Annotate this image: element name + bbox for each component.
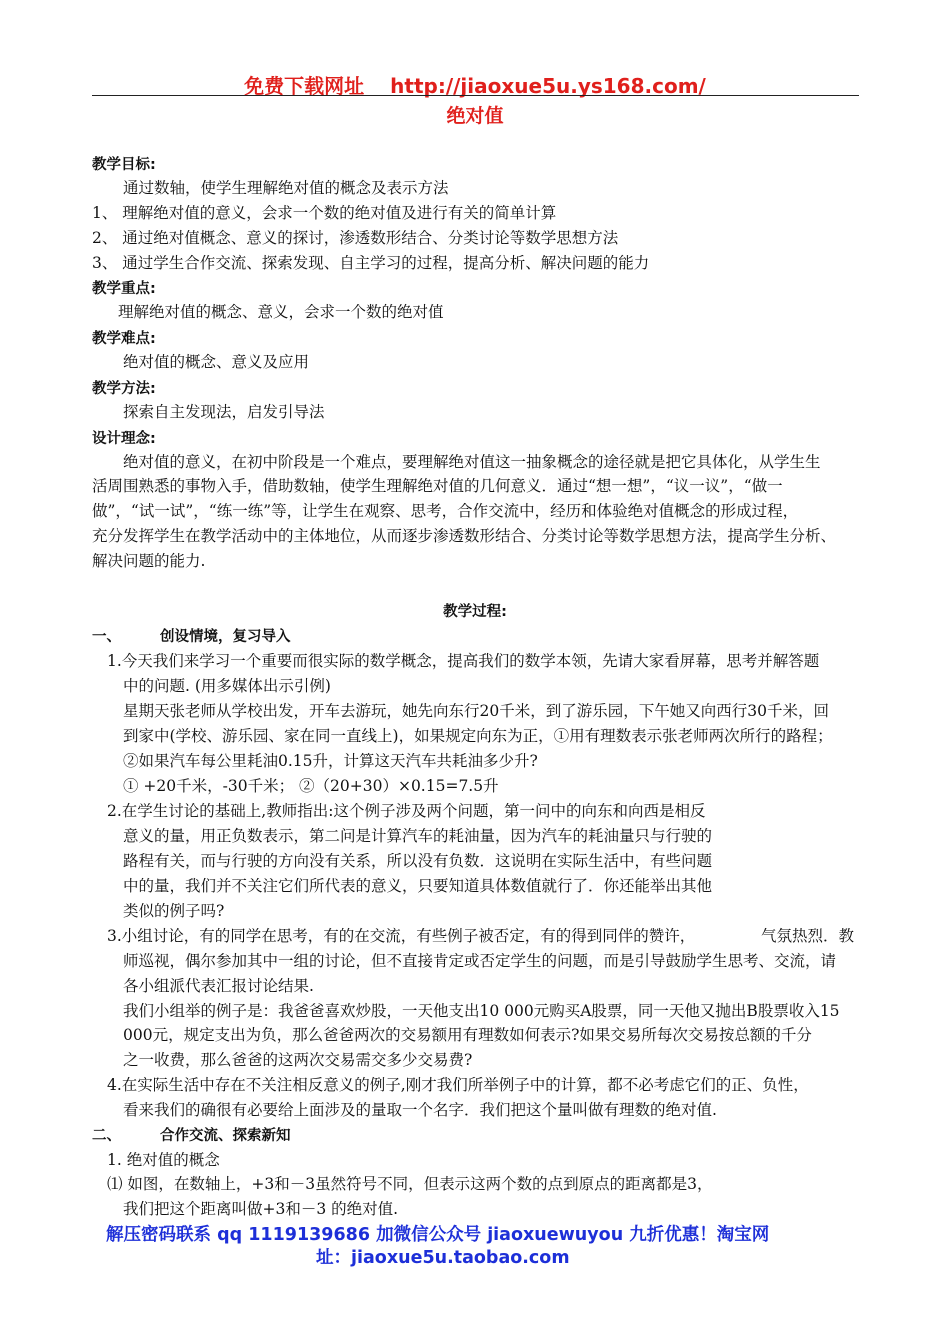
process-line: 1. 绝对值的概念 (107, 1151, 220, 1169)
process-line: 星期天张老师从学校出发，开车去游玩，她先向东行20千米，到了游乐园，下午她又向西行30千米，回 (123, 702, 829, 720)
process-line: 看来我们的确很有必要给上面涉及的量取一个名字．我们把这个量叫做有理数的绝对值. (123, 1101, 717, 1119)
footer-url-line[interactable]: 址：jiaoxue5u.taobao.com (316, 1248, 570, 1268)
idea-line: 解决问题的能力. (92, 552, 206, 570)
process-line: 师巡视，偶尔参加其中一组的讨论，但不直接肯定或否定学生的问题，而是引导鼓励学生思考、交流，请 (123, 952, 837, 970)
idea-heading: 设计理念: (92, 431, 156, 447)
footer-line: 解压密码联系 qq 1119139686 加微信公众号 jiaoxuewuyou 九折优惠！淘宝网 (106, 1225, 770, 1245)
idea-line: 做”，“试一试”，“练一练”等，让学生在观察、思考，合作交流中，经历和体验绝对值概念的形成过程， (92, 502, 799, 520)
process-line: 意义的量，用正负数表示，第二问是计算汽车的耗油量，因为汽车的耗油量只与行驶的 (123, 827, 713, 845)
site-url-link[interactable]: http://jiaoxue5u.ys168.com/ (390, 74, 706, 98)
goal-line: 3、 通过学生合作交流、探索发现、自主学习的过程，提高分析、解决问题的能力 (92, 254, 650, 272)
process-line: 之一收费，那么爸爸的这两次交易需交多少交易费? (123, 1051, 473, 1069)
goal-line: 2、 通过绝对值概念、意义的探讨，渗透数形结合、分类讨论等数学思想方法 (92, 229, 619, 247)
goal-line: 通过数轴，使学生理解绝对值的概念及表示方法 (123, 179, 449, 197)
idea-line: 活周围熟悉的事物入手，借助数轴，使学生理解绝对值的几何意义．通过“想一想”，“议一议”，“做一 (92, 477, 783, 495)
part1-number: 一、 (92, 629, 121, 645)
difficulty-text: 绝对值的概念、意义及应用 (123, 353, 310, 371)
method-heading: 教学方法: (92, 381, 156, 397)
process-line: 000元，规定支出为负，那么爸爸两次的交易额用有理数如何表示?如果交易所每次交易按总额的千分 (123, 1026, 812, 1044)
doc-title: 绝对值 (446, 105, 504, 127)
goal-line: 1、 理解绝对值的意义，会求一个数的绝对值及进行有关的简单计算 (92, 204, 557, 222)
process-line: 类似的例子吗? (123, 902, 225, 920)
process-line: 中的量，我们并不关注它们所代表的意义，只要知道具体数值就行了．你还能举出其他 (123, 877, 713, 895)
free-download-label: 免费下载网址 (244, 74, 365, 98)
process-line: 我们小组举的例子是：我爸爸喜欢炒股，一天他支出10 000元购买A股票，同一天他又抛出B股票收入15 (123, 1002, 840, 1020)
process-line: 到家中(学校、游乐园、家在同一直线上)，如果规定向东为正，①用有理数表示张老师两次所行的路程； (123, 727, 833, 745)
process-heading: 教学过程: (443, 604, 507, 620)
process-line: 1.今天我们来学习一个重要而很实际的数学概念，提高我们的数学本领，先请大家看屏幕，思考并解答题 (107, 652, 820, 670)
process-line: ⑴ 如图，在数轴上，+3和－3虽然符号不同，但表示这两个数的点到原点的距离都是3， (107, 1175, 713, 1193)
process-line: 4.在实际生活中存在不关注相反意义的例子,刚才我们所举例子中的计算，都不必考虑它们的正、负性， (107, 1076, 809, 1094)
goals-heading: 教学目标: (92, 157, 156, 173)
idea-line: 充分发挥学生在教学活动中的主体地位，从而逐步渗透数形结合、分类讨论等数学思想方法，提高学生分析、 (92, 527, 837, 545)
process-line: 各小组派代表汇报讨论结果. (123, 977, 314, 995)
process-line: ① +20千米，-30千米； ②（20+30）×0.15=7.5升 (123, 777, 499, 795)
part2-number: 二、 (92, 1128, 121, 1144)
process-line: 2.在学生讨论的基础上,教师指出:这个例子涉及两个问题，第一问中的向东和向西是相反 (107, 802, 706, 820)
key-text: 理解绝对值的概念、意义，会求一个数的绝对值 (118, 303, 444, 321)
method-text: 探索自主发现法，启发引导法 (123, 403, 325, 421)
process-line: 3.小组讨论，有的同学在思考，有的在交流，有些例子被否定，有的得到同伴的赞许， (107, 927, 696, 945)
difficulty-heading: 教学难点: (92, 331, 156, 347)
header-divider (92, 95, 859, 96)
process-line: 气氛热烈．教 (761, 927, 855, 945)
part1-title: 创设情境，复习导入 (160, 629, 291, 645)
process-line: 路程有关，而与行驶的方向没有关系，所以没有负数．这说明在实际生活中，有些问题 (123, 852, 713, 870)
process-line: ②如果汽车每公里耗油0.15升，计算这天汽车共耗油多少升? (123, 752, 538, 770)
key-heading: 教学重点: (92, 281, 156, 297)
process-line: 中的问题. (用多媒体出示引例) (123, 677, 331, 695)
idea-line: 绝对值的意义，在初中阶段是一个难点，要理解绝对值这一抽象概念的途径就是把它具体化，从学生生 (123, 453, 821, 471)
part2-title: 合作交流、探索新知 (160, 1128, 291, 1144)
process-line: 我们把这个距离叫做+3和－3 的绝对值. (123, 1200, 399, 1218)
